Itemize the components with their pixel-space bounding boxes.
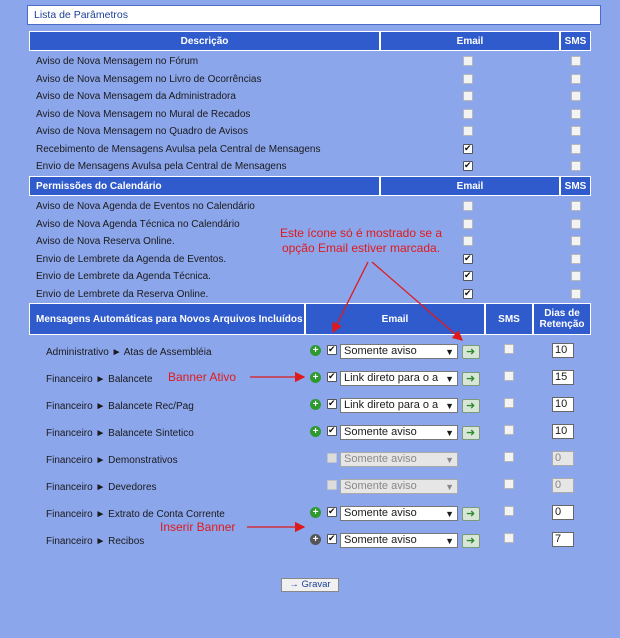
arquivo-label: Financeiro ► Extrato de Conta Corrente	[46, 509, 225, 520]
banner-active-icon[interactable]: +	[310, 507, 321, 518]
dias-retencao-input[interactable]: 10	[552, 424, 574, 439]
dias-retencao-input[interactable]: 10	[552, 397, 574, 412]
banner-active-icon[interactable]: +	[310, 426, 321, 437]
arquivo-label: Financeiro ► Balancete Sintetico	[46, 428, 194, 439]
arquivo-label: Financeiro ► Balancete	[46, 374, 153, 385]
param-label: Envio de Lembrete da Reserva Online.	[36, 288, 209, 300]
arquivo-label: Financeiro ► Demonstrativos	[46, 455, 178, 466]
param-label: Recebimento de Mensagens Avulsa pela Central de Mensagens	[36, 143, 321, 155]
header-sms: SMS	[485, 303, 533, 335]
header-permissoes-calendario: Permissões do Calendário	[29, 176, 380, 196]
chevron-down-icon: ▼	[445, 482, 454, 492]
param-label: Aviso de Nova Reserva Online.	[36, 236, 175, 247]
banner-active-icon[interactable]: +	[310, 345, 321, 356]
param-label: Envio de Mensagens Avulsa pela Central de Mensagens	[36, 161, 287, 172]
annotation-banner-ativo: Banner Ativo	[168, 370, 237, 384]
dias-retencao-input[interactable]: 7	[552, 532, 574, 547]
arquivo-label: Administrativo ► Atas de Assembléia	[46, 347, 212, 358]
param-label: Aviso de Nova Mensagem no Quadro de Avisos	[36, 126, 248, 137]
header-dias-retencao: Dias de Retenção	[533, 303, 591, 335]
header-descricao: Descrição	[29, 31, 380, 51]
arrow-to-go-icon	[372, 262, 462, 340]
chevron-down-icon: ▼	[445, 455, 454, 465]
param-label: Aviso de Nova Mensagem no Mural de Recados	[36, 108, 251, 120]
arquivo-label: Financeiro ► Recibos	[46, 536, 145, 547]
chevron-down-icon: ▼	[445, 374, 454, 384]
header-email: Email	[305, 303, 485, 335]
arquivo-label: Financeiro ► Balancete Rec/Pag	[46, 401, 194, 412]
email-mode-value: Somente aviso	[344, 426, 417, 438]
dias-retencao-input[interactable]: 0	[552, 478, 574, 493]
chevron-down-icon: ▼	[445, 428, 454, 438]
param-label: Aviso de Nova Agenda de Eventos no Calendário	[36, 201, 255, 212]
banner-active-icon[interactable]: +	[310, 399, 321, 410]
gravar-button[interactable]	[281, 578, 339, 592]
chevron-down-icon: ▼	[445, 347, 454, 357]
annotation-note: Este ícone só é mostrado se a opção Email estiver marcada.	[279, 226, 443, 255]
email-mode-value: Somente aviso	[344, 453, 417, 465]
header-email: Email	[380, 31, 560, 51]
email-mode-value: Somente aviso	[344, 534, 417, 546]
email-mode-value: Link direto para o a	[344, 399, 439, 411]
param-label: Envio de Lembrete da Agenda de Eventos.	[36, 253, 227, 265]
chevron-down-icon: ▼	[445, 536, 454, 546]
email-mode-value: Somente aviso	[344, 345, 417, 357]
param-label: Aviso de Nova Mensagem no Livro de Ocorrências	[36, 73, 262, 85]
param-label: Aviso de Nova Agenda Técnica no Calendário	[36, 218, 240, 230]
annotation-inserir-banner: Inserir Banner	[160, 520, 236, 534]
email-mode-value: Somente aviso	[344, 480, 417, 492]
gravar-label: Gravar	[301, 579, 331, 590]
dias-retencao-input[interactable]: 15	[552, 370, 574, 385]
header-sms: SMS	[560, 31, 591, 51]
save-icon: →	[289, 579, 302, 590]
dias-retencao-input[interactable]: 10	[552, 343, 574, 358]
email-mode-value: Somente aviso	[344, 507, 417, 519]
header-sms: SMS	[560, 176, 591, 196]
insert-banner-icon[interactable]: +	[310, 534, 321, 545]
chevron-down-icon: ▼	[445, 509, 454, 519]
dias-retencao-input[interactable]: 0	[552, 451, 574, 466]
banner-active-icon[interactable]: +	[310, 372, 321, 383]
chevron-down-icon: ▼	[445, 401, 454, 411]
arquivo-label: Financeiro ► Devedores	[46, 482, 157, 493]
param-label: Aviso de Nova Mensagem da Administradora	[36, 91, 236, 102]
header-mensagens-automaticas: Mensagens Automáticas para Novos Arquivos Incluídos	[29, 303, 305, 335]
dias-retencao-input[interactable]: 0	[552, 505, 574, 520]
header-email: Email	[380, 176, 560, 196]
param-label: Aviso de Nova Mensagem no Fórum	[36, 56, 199, 67]
param-label: Envio de Lembrete da Agenda Técnica.	[36, 271, 211, 282]
page-title: Lista de Parâmetros	[27, 5, 601, 25]
email-mode-value: Link direto para o a	[344, 372, 439, 384]
arrow-to-checkbox	[333, 262, 368, 332]
